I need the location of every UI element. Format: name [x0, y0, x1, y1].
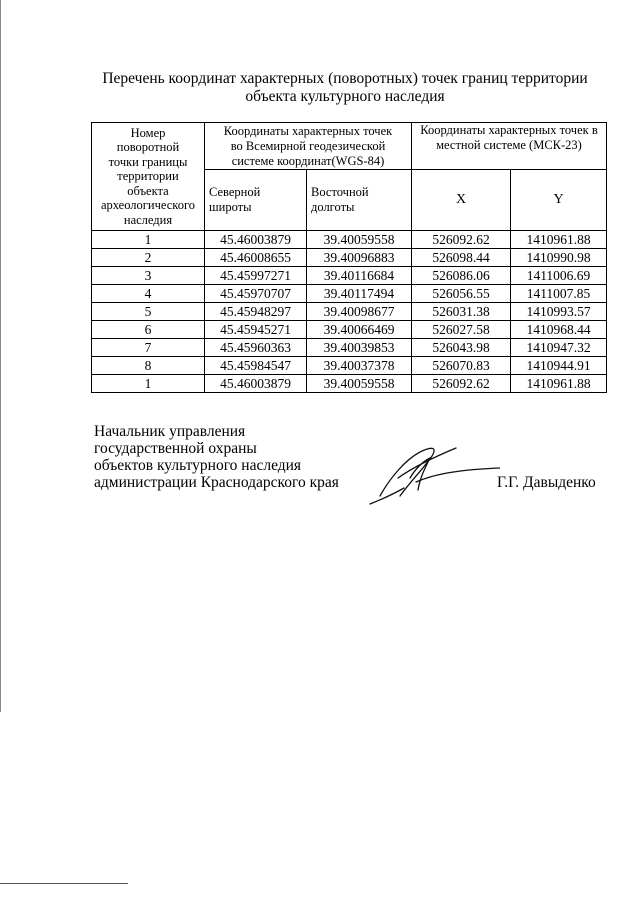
table-row: [92, 321, 607, 339]
header-text: во Всемирной геодезической: [230, 138, 386, 153]
document-title: [60, 70, 630, 106]
latitude-cell: 45.45997271: [205, 267, 307, 285]
longitude-cell: 39.40096883: [307, 249, 412, 267]
x-cell: 526098.44: [412, 249, 511, 267]
header-wgs-group: [205, 123, 412, 170]
y-cell: 1411006.69: [511, 267, 607, 285]
x-cell: 526092.62: [412, 375, 511, 393]
y-cell: 1410990.98: [511, 249, 607, 267]
signature-title-line: государственной охраны: [94, 440, 257, 457]
longitude-cell: 39.40059558: [307, 375, 412, 393]
latitude-cell: 45.46003879: [205, 231, 307, 249]
table-row: [92, 249, 607, 267]
signatory-name: Г.Г. Давыденко: [497, 474, 596, 491]
table-row: [92, 303, 607, 321]
latitude-cell: 45.45945271: [205, 321, 307, 339]
longitude-cell: 39.40116684: [307, 267, 412, 285]
y-cell: 1410944.91: [511, 357, 607, 375]
handwritten-signature: [360, 438, 500, 508]
y-cell: 1410961.88: [511, 231, 607, 249]
x-cell: 526070.83: [412, 357, 511, 375]
header-text: Северной: [209, 185, 261, 199]
point-number-cell: 4: [92, 285, 205, 303]
point-number-cell: 1: [92, 231, 205, 249]
latitude-cell: 45.45960363: [205, 339, 307, 357]
header-text: Номер: [130, 125, 166, 140]
title-line-2: объекта культурного наследия: [245, 88, 445, 105]
point-number-cell: 5: [92, 303, 205, 321]
header-latitude: [205, 170, 307, 231]
header-text: долготы: [311, 200, 355, 214]
table-row: [92, 357, 607, 375]
x-cell: 526086.06: [412, 267, 511, 285]
header-longitude: [307, 170, 412, 231]
y-cell: 1410968.44: [511, 321, 607, 339]
table-row: [92, 375, 607, 393]
longitude-cell: 39.40037378: [307, 357, 412, 375]
longitude-cell: 39.40059558: [307, 231, 412, 249]
table-row: [92, 267, 607, 285]
point-number-cell: 2: [92, 249, 205, 267]
longitude-cell: 39.40098677: [307, 303, 412, 321]
y-cell: 1410993.57: [511, 303, 607, 321]
header-text: точки границы: [108, 154, 188, 169]
page-edge-line: [0, 0, 1, 712]
latitude-cell: 45.46008655: [205, 249, 307, 267]
table-header-row-1: [92, 123, 607, 170]
point-number-cell: 1: [92, 375, 205, 393]
latitude-cell: 45.45970707: [205, 285, 307, 303]
point-number-cell: 8: [92, 357, 205, 375]
y-cell: 1411007.85: [511, 285, 607, 303]
point-number-cell: 7: [92, 339, 205, 357]
header-text: поворотной: [116, 140, 180, 155]
latitude-cell: 45.46003879: [205, 375, 307, 393]
signature-title-line: администрации Краснодарского края: [94, 474, 339, 491]
y-cell: 1410961.88: [511, 375, 607, 393]
header-text: системе координат(WGS-84): [231, 153, 385, 168]
y-cell: 1410947.32: [511, 339, 607, 357]
title-line-1: Перечень координат характерных (поворотных) точек границ территории: [102, 70, 588, 87]
footnote-divider: [0, 883, 128, 884]
table-row: [92, 285, 607, 303]
coordinates-table: [91, 122, 607, 393]
header-msk-group: [412, 123, 607, 170]
point-number-cell: 6: [92, 321, 205, 339]
latitude-cell: 45.45984547: [205, 357, 307, 375]
header-text: широты: [209, 200, 252, 214]
longitude-cell: 39.40066469: [307, 321, 412, 339]
table-row: [92, 339, 607, 357]
header-text: Восточной: [311, 185, 369, 199]
header-text: археологического: [100, 198, 196, 213]
header-text: местной системе (МСК-23): [436, 138, 582, 152]
header-text: Координаты характерных точек: [223, 123, 393, 138]
header-y: Y: [511, 170, 607, 231]
signature-title-line: объектов культурного наследия: [94, 457, 302, 474]
signature-title-line: Начальник управления: [94, 423, 246, 440]
x-cell: 526027.58: [412, 321, 511, 339]
header-text: Координаты характерных точек в: [420, 123, 598, 137]
x-cell: 526056.55: [412, 285, 511, 303]
header-point-number: [92, 123, 205, 231]
table-row: [92, 231, 607, 249]
x-cell: 526043.98: [412, 339, 511, 357]
header-text: территории: [117, 169, 179, 184]
longitude-cell: 39.40039853: [307, 339, 412, 357]
point-number-cell: 3: [92, 267, 205, 285]
header-x: X: [412, 170, 511, 231]
header-text: наследия: [123, 212, 173, 227]
x-cell: 526031.38: [412, 303, 511, 321]
latitude-cell: 45.45948297: [205, 303, 307, 321]
signature-title-block: [94, 423, 339, 491]
longitude-cell: 39.40117494: [307, 285, 412, 303]
header-text: объекта: [127, 183, 169, 198]
x-cell: 526092.62: [412, 231, 511, 249]
